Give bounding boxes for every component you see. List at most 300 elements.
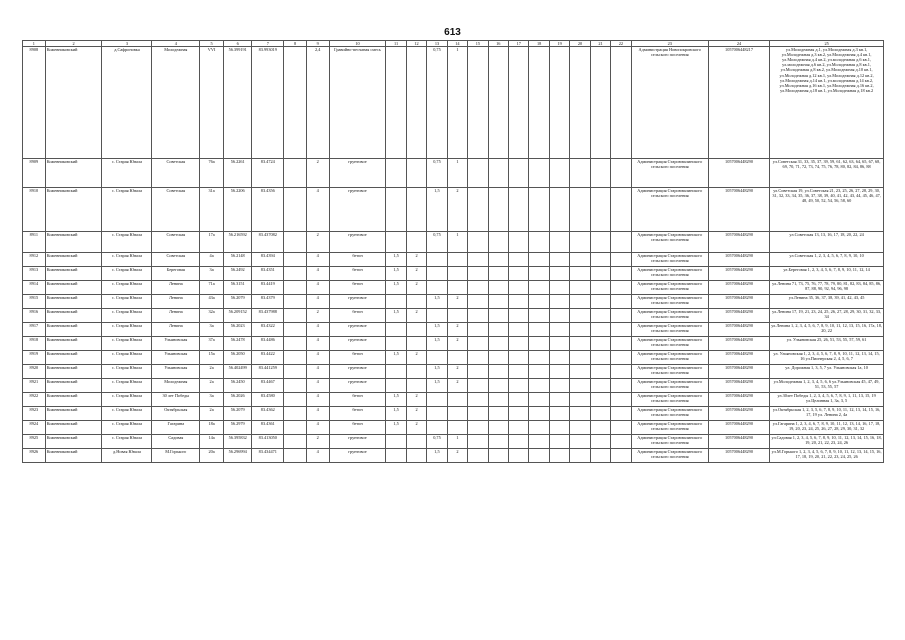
cell-ogrn: 1057006448290 bbox=[708, 393, 769, 407]
cell-latitude: 56.2206 bbox=[224, 188, 252, 232]
cell-col11: 1,5 bbox=[386, 281, 406, 295]
cell-longitude: 83.4362 bbox=[252, 407, 284, 421]
cell-street: Октябрьская bbox=[152, 407, 200, 421]
table-row bbox=[23, 379, 884, 393]
table-row bbox=[23, 323, 884, 337]
column-header: 13 bbox=[427, 41, 447, 47]
cell-col22 bbox=[611, 449, 631, 463]
cell-col14: 2 bbox=[447, 365, 467, 379]
cell-col13: 0,75 bbox=[427, 159, 447, 188]
cell-col16 bbox=[488, 393, 508, 407]
cell-street: Ленина bbox=[152, 281, 200, 295]
cell-street: Ленина bbox=[152, 309, 200, 323]
cell-addresses: ул.Ленина 35, 36, 37, 38, 39, 41, 42, 43, 45 bbox=[770, 295, 884, 309]
cell-latitude: 56.2023 bbox=[224, 323, 252, 337]
cell-col21 bbox=[590, 393, 610, 407]
cell-col8 bbox=[284, 393, 307, 407]
cell-col20 bbox=[570, 232, 590, 253]
cell-longitude: 83.993019 bbox=[252, 47, 284, 159]
cell-col19 bbox=[549, 281, 569, 295]
cell-col13: 1,5 bbox=[427, 188, 447, 232]
column-header: 6 bbox=[224, 41, 252, 47]
cell-col19 bbox=[549, 435, 569, 449]
cell-col11: 1,5 bbox=[386, 393, 406, 407]
cell-col14: 1 bbox=[447, 47, 467, 159]
cell-addresses: ул.М.Горького 1, 2, 3, 4, 5, 6, 7, 8, 9, 10, 11, 12, 13, 14, 15, 16, 17, 18, 19, 20, 21, 22, 23, 24, 25, 26 bbox=[770, 449, 884, 463]
cell-settlement: с. Старая Ювала bbox=[102, 267, 152, 281]
cell-col15 bbox=[468, 253, 488, 267]
cell-col17 bbox=[509, 281, 529, 295]
cell-ogrn: 1057006448290 bbox=[708, 351, 769, 365]
cell-owner: Администрация Староювалинского сельского поселения bbox=[631, 435, 708, 449]
cell-surface: грунтовое bbox=[329, 295, 386, 309]
cell-col19 bbox=[549, 47, 569, 159]
cell-owner: Администрация Староювалинского сельского поселения bbox=[631, 407, 708, 421]
cell-col17 bbox=[509, 295, 529, 309]
column-header: 19 bbox=[549, 41, 569, 47]
cell-col22 bbox=[611, 188, 631, 232]
cell-house: 3а bbox=[200, 267, 224, 281]
cell-ogrn: 1057006448290 bbox=[708, 407, 769, 421]
cell-addresses: ул.Советская 31, 33, 35, 37, 39, 59, 61, 62, 63, 64, 65, 67, 68, 69, 70, 71, 72, 73, 74, 75, 76, 78, 80, 82, 84, 86, 88 bbox=[770, 159, 884, 188]
cell-street: Ульяновская bbox=[152, 337, 200, 351]
cell-district: Кожевниковский bbox=[45, 407, 102, 421]
cell-col14: 1 bbox=[447, 435, 467, 449]
cell-addresses: ул.Береговая 1, 2, 3, 4, 5, 6, 7, 8, 9, 10, 11, 12, 14 bbox=[770, 267, 884, 281]
cell-col18 bbox=[529, 323, 549, 337]
cell-ogrn: 1057006448290 bbox=[708, 188, 769, 232]
cell-col15 bbox=[468, 351, 488, 365]
cell-house: 32а bbox=[200, 309, 224, 323]
cell-col22 bbox=[611, 253, 631, 267]
cell-longitude: 83.4419 bbox=[252, 281, 284, 295]
cell-col21 bbox=[590, 337, 610, 351]
cell-col15 bbox=[468, 379, 488, 393]
cell-col15 bbox=[468, 365, 488, 379]
cell-ogrn: 1057006448290 bbox=[708, 337, 769, 351]
cell-ogrn: 1057006448290 bbox=[708, 267, 769, 281]
cell-owner: Администрация Староювалинского сельского поселения bbox=[631, 267, 708, 281]
cell-col22 bbox=[611, 351, 631, 365]
cell-col9: 4 bbox=[306, 407, 329, 421]
cell-longitude: 83.437082 bbox=[252, 232, 284, 253]
cell-col8 bbox=[284, 365, 307, 379]
cell-col13: 1,5 bbox=[427, 337, 447, 351]
cell-col8 bbox=[284, 253, 307, 267]
cell-col17 bbox=[509, 267, 529, 281]
table-row bbox=[23, 281, 884, 295]
cell-col17 bbox=[509, 351, 529, 365]
cell-col18 bbox=[529, 435, 549, 449]
cell-col11: 1,5 bbox=[386, 267, 406, 281]
cell-col16 bbox=[488, 407, 508, 421]
cell-surface: грунтовое bbox=[329, 435, 386, 449]
cell-surface: бетон bbox=[329, 393, 386, 407]
cell-col22 bbox=[611, 159, 631, 188]
cell-owner: Администрация Новопокровского сельского поселения bbox=[631, 47, 708, 159]
cell-latitude: 56.2050 bbox=[224, 351, 252, 365]
cell-district: Кожевниковский bbox=[45, 232, 102, 253]
cell-col9: 2 bbox=[306, 159, 329, 188]
cell-col19 bbox=[549, 351, 569, 365]
cell-settlement: с. Старая Ювала bbox=[102, 159, 152, 188]
cell-col13 bbox=[427, 267, 447, 281]
cell-col20 bbox=[570, 159, 590, 188]
cell-street: Советская bbox=[152, 159, 200, 188]
cell-col18 bbox=[529, 449, 549, 463]
cell-col9: 2 bbox=[306, 232, 329, 253]
cell-col11 bbox=[386, 188, 406, 232]
cell-district: Кожевниковский bbox=[45, 281, 102, 295]
cell-district: Кожевниковский bbox=[45, 365, 102, 379]
cell-col9: 2 bbox=[306, 309, 329, 323]
cell-col14 bbox=[447, 407, 467, 421]
cell-surface: бетон bbox=[329, 309, 386, 323]
cell-street: Гагарина bbox=[152, 421, 200, 435]
cell-id: 8915 bbox=[23, 295, 46, 309]
table-row bbox=[23, 159, 884, 188]
cell-col18 bbox=[529, 393, 549, 407]
cell-house: 14а bbox=[200, 435, 224, 449]
cell-col22 bbox=[611, 309, 631, 323]
cell-col8 bbox=[284, 407, 307, 421]
cell-col12 bbox=[406, 435, 426, 449]
cell-surface: бетон bbox=[329, 351, 386, 365]
cell-col21 bbox=[590, 267, 610, 281]
cell-settlement: с. Старая Ювала bbox=[102, 435, 152, 449]
cell-col22 bbox=[611, 365, 631, 379]
cell-col21 bbox=[590, 365, 610, 379]
cell-col13 bbox=[427, 407, 447, 421]
cell-addresses: ул.Ленина 1, 2, 3, 4, 5, 6, 7, 8, 9, 10, 11, 12, 13, 15, 16, 17а, 18, 20, 22 bbox=[770, 323, 884, 337]
cell-col11: 1,5 bbox=[386, 421, 406, 435]
cell-id: 8911 bbox=[23, 232, 46, 253]
column-header: 10 bbox=[329, 41, 386, 47]
cell-id: 8925 bbox=[23, 435, 46, 449]
cell-col18 bbox=[529, 407, 549, 421]
cell-longitude: 83.4351 bbox=[252, 267, 284, 281]
cell-col14 bbox=[447, 393, 467, 407]
cell-house: 37а bbox=[200, 337, 224, 351]
cell-col16 bbox=[488, 281, 508, 295]
cell-col13 bbox=[427, 393, 447, 407]
cell-col15 bbox=[468, 47, 488, 159]
cell-col22 bbox=[611, 337, 631, 351]
cell-col19 bbox=[549, 365, 569, 379]
cell-street: М.Горького bbox=[152, 449, 200, 463]
cell-id: 8921 bbox=[23, 379, 46, 393]
cell-addresses: ул.Советская 13, 13, 16, 17, 18, 20, 22, 24 bbox=[770, 232, 884, 253]
cell-col9: 4 bbox=[306, 393, 329, 407]
cell-col20 bbox=[570, 351, 590, 365]
cell-col15 bbox=[468, 232, 488, 253]
cell-longitude: 83.4322 bbox=[252, 323, 284, 337]
cell-surface: грунтовое bbox=[329, 232, 386, 253]
cell-col8 bbox=[284, 295, 307, 309]
cell-ogrn: 1057006448290 bbox=[708, 281, 769, 295]
cell-longitude: 83.4486 bbox=[252, 337, 284, 351]
cell-ogrn: 1057006448290 bbox=[708, 232, 769, 253]
cell-col14 bbox=[447, 267, 467, 281]
cell-col21 bbox=[590, 351, 610, 365]
cell-col9: 4 bbox=[306, 379, 329, 393]
cell-owner: Администрация Староювалинского сельского поселения bbox=[631, 159, 708, 188]
cell-house: 76а bbox=[200, 159, 224, 188]
cell-col20 bbox=[570, 267, 590, 281]
cell-col16 bbox=[488, 295, 508, 309]
cell-addresses: ул.Октябрьская 1, 2, 3, 5, 6, 7, 8, 9, 10, 11, 12, 13, 14, 15, 16, 17, 19 ул. Ленина 2, 4а bbox=[770, 407, 884, 421]
cell-settlement: с. Старая Ювала bbox=[102, 188, 152, 232]
cell-district: Кожевниковский bbox=[45, 159, 102, 188]
cell-district: Кожевниковский bbox=[45, 323, 102, 337]
cell-longitude: 83.4724 bbox=[252, 159, 284, 188]
cell-col11: 1,5 bbox=[386, 351, 406, 365]
cell-settlement: с. Старая Ювала bbox=[102, 365, 152, 379]
cell-owner: Администрация Староювалинского сельского поселения bbox=[631, 281, 708, 295]
cell-col14: 2 bbox=[447, 188, 467, 232]
cell-id: 8917 bbox=[23, 323, 46, 337]
cell-col12: 2 bbox=[406, 253, 426, 267]
cell-district: Кожевниковский bbox=[45, 351, 102, 365]
cell-latitude: 56.3151 bbox=[224, 281, 252, 295]
cell-col14: 2 bbox=[447, 323, 467, 337]
cell-col14: 2 bbox=[447, 379, 467, 393]
cell-col21 bbox=[590, 407, 610, 421]
cell-col12 bbox=[406, 232, 426, 253]
cell-col14: 1 bbox=[447, 232, 467, 253]
cell-settlement: с. Старая Ювала bbox=[102, 309, 152, 323]
cell-col19 bbox=[549, 309, 569, 323]
cell-latitude: 56.2979 bbox=[224, 421, 252, 435]
cell-col15 bbox=[468, 323, 488, 337]
column-header: 4 bbox=[152, 41, 200, 47]
cell-ogrn: 1057006448217 bbox=[708, 47, 769, 159]
cell-district: Кожевниковский bbox=[45, 449, 102, 463]
cell-col8 bbox=[284, 159, 307, 188]
cell-col21 bbox=[590, 159, 610, 188]
cell-col19 bbox=[549, 337, 569, 351]
cell-col12: 2 bbox=[406, 393, 426, 407]
cell-surface: бетон bbox=[329, 407, 386, 421]
cell-owner: Администрация Староювалинского сельского поселения bbox=[631, 379, 708, 393]
cell-owner: Администрация Староювалинского сельского поселения bbox=[631, 232, 708, 253]
column-header: 20 bbox=[570, 41, 590, 47]
cell-col8 bbox=[284, 449, 307, 463]
cell-col15 bbox=[468, 267, 488, 281]
cell-col20 bbox=[570, 281, 590, 295]
cell-col15 bbox=[468, 309, 488, 323]
cell-owner: Администрация Староювалинского сельского поселения bbox=[631, 449, 708, 463]
column-header: 11 bbox=[386, 41, 406, 47]
cell-col17 bbox=[509, 393, 529, 407]
cell-settlement: с. Старая Ювала bbox=[102, 379, 152, 393]
column-header: 7 bbox=[252, 41, 284, 47]
cell-col18 bbox=[529, 267, 549, 281]
cell-col9: 4 bbox=[306, 253, 329, 267]
cell-district: Кожевниковский bbox=[45, 393, 102, 407]
cell-col13 bbox=[427, 421, 447, 435]
page-number: 613 bbox=[444, 27, 461, 38]
cell-house: 20а bbox=[200, 449, 224, 463]
table-row bbox=[23, 365, 884, 379]
cell-col11 bbox=[386, 379, 406, 393]
cell-surface: грунтовое bbox=[329, 337, 386, 351]
cell-col15 bbox=[468, 159, 488, 188]
cell-col21 bbox=[590, 435, 610, 449]
cell-longitude: 83.4467 bbox=[252, 379, 284, 393]
cell-col8 bbox=[284, 421, 307, 435]
cell-owner: Администрация Староювалинского сельского поселения bbox=[631, 188, 708, 232]
cell-street: Береговая bbox=[152, 267, 200, 281]
cell-longitude: 83.437988 bbox=[252, 309, 284, 323]
cell-col14 bbox=[447, 421, 467, 435]
cell-longitude: 83.4356 bbox=[252, 188, 284, 232]
table-row bbox=[23, 232, 884, 253]
cell-col21 bbox=[590, 421, 610, 435]
cell-col17 bbox=[509, 365, 529, 379]
cell-col12: 2 bbox=[406, 407, 426, 421]
cell-col22 bbox=[611, 407, 631, 421]
cell-street: 30 лет Победы bbox=[152, 393, 200, 407]
cell-col13: 0,75 bbox=[427, 435, 447, 449]
cell-col18 bbox=[529, 159, 549, 188]
cell-col17 bbox=[509, 323, 529, 337]
cell-col20 bbox=[570, 337, 590, 351]
cell-col11 bbox=[386, 435, 406, 449]
cell-col19 bbox=[549, 267, 569, 281]
cell-house: 3а bbox=[200, 323, 224, 337]
cell-street: Ульяновская bbox=[152, 351, 200, 365]
cell-district: Кожевниковский bbox=[45, 309, 102, 323]
cell-col17 bbox=[509, 421, 529, 435]
cell-col15 bbox=[468, 281, 488, 295]
column-header: 24 bbox=[708, 41, 769, 47]
cell-settlement: д.Сафроновка bbox=[102, 47, 152, 159]
table-row bbox=[23, 267, 884, 281]
registry-table bbox=[22, 40, 884, 463]
cell-col15 bbox=[468, 337, 488, 351]
cell-col11 bbox=[386, 337, 406, 351]
cell-col9: 4 bbox=[306, 267, 329, 281]
cell-col19 bbox=[549, 323, 569, 337]
cell-latitude: 56.209152 bbox=[224, 309, 252, 323]
cell-latitude: 56.395832 bbox=[224, 435, 252, 449]
cell-longitude: 83.4580 bbox=[252, 393, 284, 407]
cell-col16 bbox=[488, 188, 508, 232]
cell-col19 bbox=[549, 421, 569, 435]
cell-col19 bbox=[549, 393, 569, 407]
cell-col16 bbox=[488, 421, 508, 435]
cell-col14 bbox=[447, 351, 467, 365]
cell-longitude: 83.413050 bbox=[252, 435, 284, 449]
cell-house: 3а bbox=[200, 393, 224, 407]
cell-col12: 2 bbox=[406, 421, 426, 435]
cell-col11 bbox=[386, 232, 406, 253]
cell-col17 bbox=[509, 232, 529, 253]
cell-surface: грунтовое bbox=[329, 188, 386, 232]
column-header: 18 bbox=[529, 41, 549, 47]
cell-street: Советская bbox=[152, 232, 200, 253]
cell-surface: бетон bbox=[329, 267, 386, 281]
cell-col13 bbox=[427, 351, 447, 365]
cell-col13: 0,75 bbox=[427, 47, 447, 159]
cell-addresses: ул.Садовая 1, 2, 3, 4, 5, 6, 7, 8, 9, 10, 11, 12, 13, 14, 15, 16, 18, 19, 20, 21, 22, 23, 24, 26 bbox=[770, 435, 884, 449]
cell-col20 bbox=[570, 188, 590, 232]
cell-id: 8920 bbox=[23, 365, 46, 379]
cell-latitude: 56.2261 bbox=[224, 159, 252, 188]
cell-col19 bbox=[549, 159, 569, 188]
cell-id: 8916 bbox=[23, 309, 46, 323]
cell-col20 bbox=[570, 449, 590, 463]
cell-col16 bbox=[488, 267, 508, 281]
cell-owner: Администрация Староювалинского сельского поселения bbox=[631, 309, 708, 323]
cell-latitude: 56.2079 bbox=[224, 407, 252, 421]
cell-owner: Администрация Староювалинского сельского поселения bbox=[631, 295, 708, 309]
cell-street: Ленина bbox=[152, 323, 200, 337]
cell-settlement: с. Старая Ювала bbox=[102, 337, 152, 351]
cell-ogrn: 1057006448290 bbox=[708, 309, 769, 323]
cell-col21 bbox=[590, 309, 610, 323]
cell-id: 8926 bbox=[23, 449, 46, 463]
cell-col16 bbox=[488, 365, 508, 379]
cell-col18 bbox=[529, 351, 549, 365]
cell-col21 bbox=[590, 47, 610, 159]
cell-id: 8908 bbox=[23, 47, 46, 159]
cell-col14: 1 bbox=[447, 159, 467, 188]
cell-latitude: 56.402499 bbox=[224, 365, 252, 379]
cell-col12 bbox=[406, 379, 426, 393]
table-row bbox=[23, 253, 884, 267]
cell-surface: грунтовое bbox=[329, 323, 386, 337]
cell-col9: 4 bbox=[306, 295, 329, 309]
cell-street: Молодежная bbox=[152, 379, 200, 393]
cell-col9: 4 bbox=[306, 337, 329, 351]
cell-owner: Администрация Староювалинского сельского поселения bbox=[631, 253, 708, 267]
cell-col18 bbox=[529, 253, 549, 267]
cell-owner: Администрация Староювалинского сельского поселения bbox=[631, 421, 708, 435]
cell-latitude: 56.2148 bbox=[224, 253, 252, 267]
cell-col9: 2,4 bbox=[306, 47, 329, 159]
cell-col13: 1,5 bbox=[427, 449, 447, 463]
cell-col12 bbox=[406, 159, 426, 188]
column-header: 5 bbox=[200, 41, 224, 47]
column-header: 17 bbox=[509, 41, 529, 47]
cell-col16 bbox=[488, 232, 508, 253]
cell-col20 bbox=[570, 393, 590, 407]
cell-house: 17а bbox=[200, 232, 224, 253]
cell-col20 bbox=[570, 435, 590, 449]
cell-col13: 1,5 bbox=[427, 323, 447, 337]
cell-addresses: ул.Гагарина 1, 2, 3, 4, 6, 7, 8, 9, 10, 11, 12, 13, 14, 16, 17, 18, 19, 20, 23, 24, 25, 26, 27, 28, 29, 30, 31, 32 bbox=[770, 421, 884, 435]
cell-col16 bbox=[488, 159, 508, 188]
cell-house: 2а bbox=[200, 379, 224, 393]
cell-latitude: 56.2026 bbox=[224, 393, 252, 407]
cell-col17 bbox=[509, 47, 529, 159]
cell-addresses: ул.Молодежная 1, 2, 3, 4, 5, 6, 6 ул.Ульяновская 45, 47, 49, 51, 53, 55, 57 bbox=[770, 379, 884, 393]
cell-id: 8912 bbox=[23, 253, 46, 267]
cell-longitude: 83.4361 bbox=[252, 421, 284, 435]
cell-owner: Администрация Староювалинского сельского поселения bbox=[631, 365, 708, 379]
cell-col8 bbox=[284, 188, 307, 232]
cell-col12: 2 bbox=[406, 267, 426, 281]
cell-settlement: с. Старая Ювала bbox=[102, 323, 152, 337]
cell-col22 bbox=[611, 323, 631, 337]
cell-addresses: ул.Ленина 71, 73, 75, 76, 77, 78, 79, 80, 81, 82, 83, 84, 85, 86, 87, 88, 90, 92, 94, 96, 98 bbox=[770, 281, 884, 295]
cell-district: Кожевниковский bbox=[45, 267, 102, 281]
cell-house: 2а bbox=[200, 407, 224, 421]
cell-ogrn: 1057006448290 bbox=[708, 435, 769, 449]
cell-col21 bbox=[590, 232, 610, 253]
